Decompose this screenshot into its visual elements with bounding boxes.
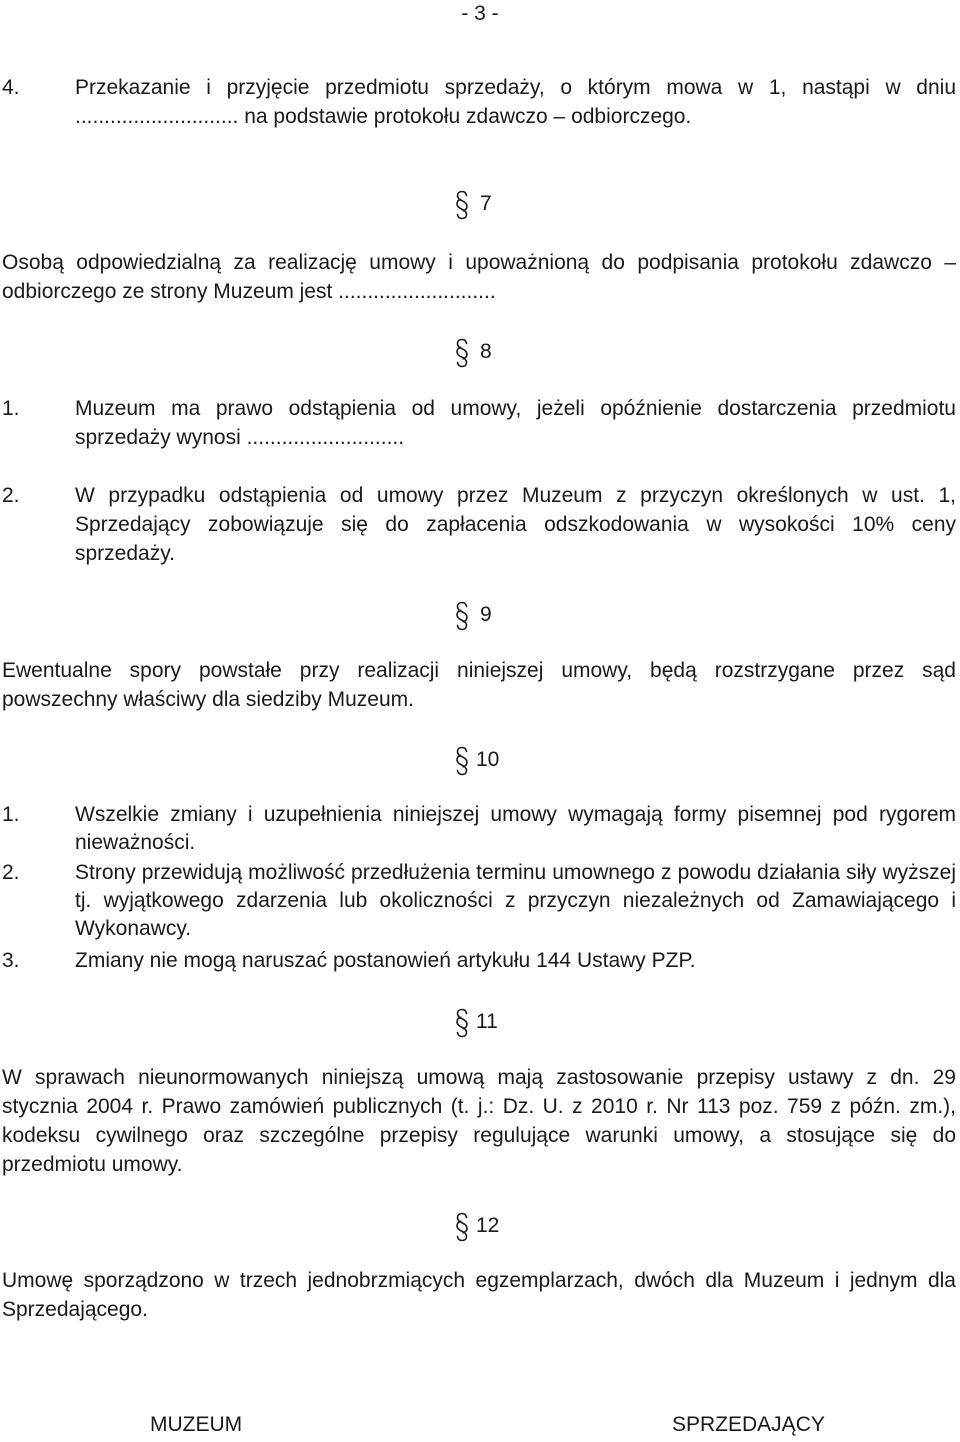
section-number: 10: [476, 748, 500, 771]
section-sign-icon: [455, 1008, 469, 1038]
item-number: 1.: [2, 803, 20, 826]
item-number: 2.: [2, 861, 20, 884]
item-text: W przypadku odstąpienia od umowy przez Muzeum z przyczyn określonych w ust. 1, Sprzedający zobowiązuje się do zapłacenia odszkodowania w wysokości 10% ceny sprzedaży.: [75, 484, 956, 565]
section-sign-icon: [455, 1212, 469, 1242]
item-number: 3.: [2, 949, 20, 972]
item-number: 1.: [2, 397, 20, 420]
list-item: [2, 801, 956, 857]
page-number: - 3 -: [461, 2, 499, 25]
section-number: 11: [476, 1010, 498, 1033]
item-text: Wszelkie zmiany i uzupełnienia niniejszej umowy wymagają formy pisemnej pod rygorem nieważności.: [75, 803, 956, 854]
item-number: 2.: [2, 484, 20, 507]
section-heading-12: [0, 1208, 960, 1248]
list-item: [2, 394, 956, 452]
section-sign-icon: [455, 190, 469, 220]
section-number: 9: [480, 603, 492, 626]
section-heading-8: [0, 334, 960, 374]
section-7-text: Osobą odpowiedzialną za realizację umowy i upoważnioną do podpisania protokołu zdawczo – odbiorczego ze strony Muzeum jest ...........................: [2, 251, 956, 303]
section-number: 8: [480, 340, 492, 363]
list-item: [2, 859, 956, 943]
section-number: 7: [480, 192, 492, 215]
item-number: 4.: [2, 76, 20, 99]
section-heading-9: [0, 597, 960, 637]
section-heading-10: [0, 742, 960, 782]
signature-label-museum: MUZEUM: [150, 1413, 243, 1436]
section-sign-icon: [455, 746, 469, 776]
section-heading-11: [0, 1004, 960, 1044]
item-text: Przekazanie i przyjęcie przedmiotu sprzedaży, o którym mowa w 1, nastąpi w dniu ............................ na podstawie protokołu zdawczo – odbiorczego.: [75, 76, 956, 128]
section-sign-icon: [455, 601, 469, 631]
section-number: 12: [476, 1214, 500, 1237]
list-item: [2, 481, 956, 568]
section-12-text: Umowę sporządzono w trzech jednobrzmiących egzemplarzach, dwóch dla Muzeum i jednym dla Sprzedającego.: [2, 1269, 956, 1321]
signature-label-seller: SPRZEDAJĄCY: [672, 1413, 825, 1436]
item-text: Muzeum ma prawo odstąpienia od umowy, jeżeli opóźnienie dostarczenia przedmiotu sprzedaży wynosi ...........................: [75, 397, 956, 449]
section-heading-7: [0, 186, 960, 226]
list-item: [2, 73, 956, 131]
section-11-text: W sprawach nieunormowanych niniejszą umową mają zastosowanie przepisy ustawy z dn. 29 stycznia 2004 r. Prawo zamówień publicznych (t. j.: Dz. U. z 2010 r. Nr 113 poz. 759 z późn. zm.), kodeksu cywilnego oraz szczególne przepisy regulujące warunki umowy, a stosujące się do przedmiotu umowy.: [2, 1066, 956, 1176]
list-item: [2, 947, 956, 975]
item-text: Zmiany nie mogą naruszać postanowień artykułu 144 Ustawy PZP.: [75, 949, 696, 972]
item-text: Strony przewidują możliwość przedłużenia terminu umownego z powodu działania siły wyższej tj. wyjątkowego zdarzenia lub okoliczności z przyczyn niezależnych od Zamawiającego i Wykonawcy.: [75, 861, 956, 940]
section-sign-icon: [455, 338, 469, 368]
section-9-text: Ewentualne spory powstałe przy realizacji niniejszej umowy, będą rozstrzygane przez sąd powszechny właściwy dla siedziby Muzeum.: [2, 659, 956, 711]
